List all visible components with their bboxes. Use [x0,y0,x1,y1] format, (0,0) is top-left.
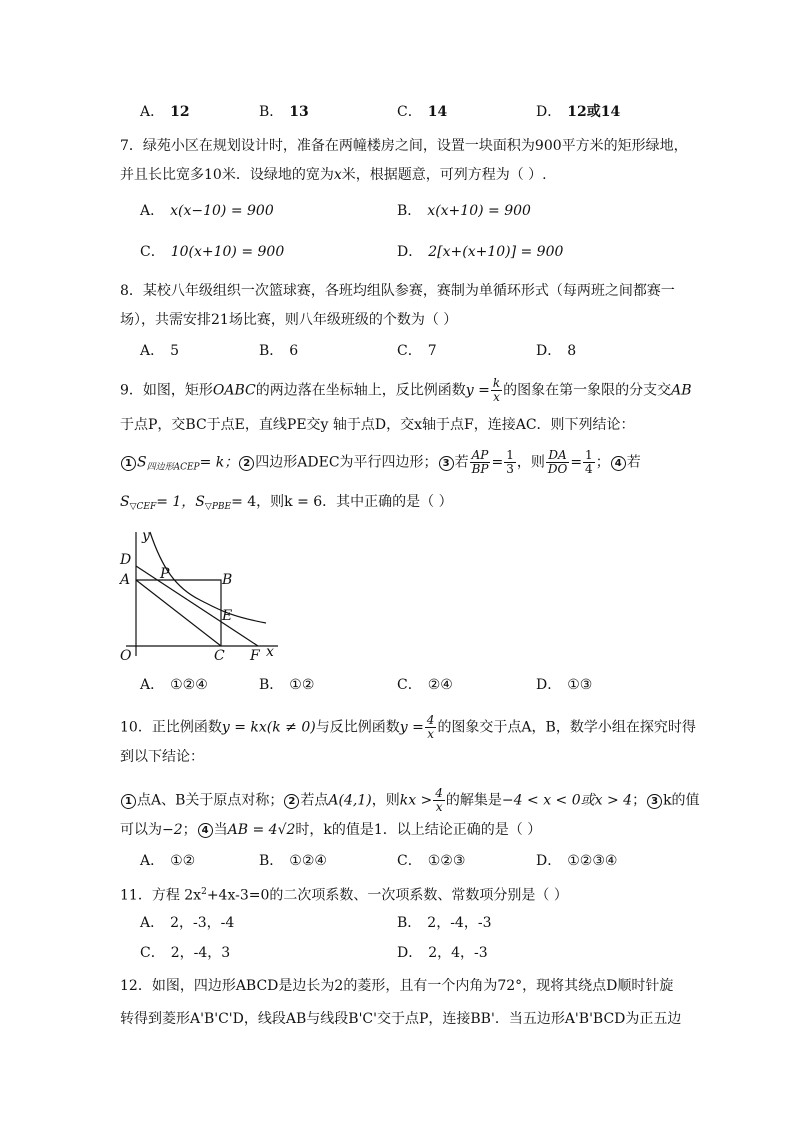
circled-2-icon: 2 [239,456,254,471]
option-text: ①②③ [427,853,466,869]
q11-text: +4x-3=0的二次项系数、一次项系数、常数项分别是（ ） [206,887,568,904]
q10-func-lhs: y = [399,719,424,736]
q9-area-symbol: S [137,454,147,471]
option-label: C． [397,677,422,693]
q11-option-c[interactable] [140,943,230,963]
option-label: D． [536,343,562,359]
option-label: A． [140,343,165,359]
q10-inequality-fraction [433,787,445,814]
q10-option-a[interactable] [140,851,195,871]
q10-stem-line4 [120,820,541,840]
q10-text: ； [182,822,197,838]
option-label: B． [259,104,284,120]
option-label: B． [259,677,284,693]
q8-stem-line2: 场），共需安排21场比赛，则八年级班级的个数为（ ） [120,312,458,328]
option-text: ①③ [567,677,593,693]
circled-3-icon: 3 [439,456,454,471]
q10-option-d[interactable] [536,851,617,871]
option-text: 6 [289,343,299,359]
q10-stem-line1 [120,714,696,741]
q8-option-a[interactable] [140,341,179,361]
q10-text: 当 [213,822,228,838]
option-text: 14 [427,104,448,120]
option-text: 12 [170,104,190,120]
option-text: ②④ [427,677,453,693]
denominator: x [493,390,500,404]
q9-area-subscript: ▽PBE [204,502,232,512]
q9-fraction-ap-bp [470,449,491,476]
q9-rect-name: OABC [212,382,256,399]
option-label: B． [259,853,284,869]
numerator: 4 [426,713,435,727]
option-label: C． [397,853,422,869]
q10-text: 时，k的值是1．以上结论正确的是（ ） [295,822,542,838]
option-label: B． [259,343,284,359]
denominator: 3 [506,462,514,476]
label-b: B [222,572,233,588]
q7-stem-line2 [120,165,547,185]
q6-option-c[interactable] [397,102,447,122]
q10-option-b[interactable] [259,851,327,871]
q9-text: 四边形ADEC为平行四边形； [255,454,438,471]
q9-stem-line4 [120,492,453,517]
option-label: D． [536,677,562,693]
q9-text: 9．如图，矩形 [120,382,213,399]
q8-option-c[interactable] [397,341,437,361]
q9-text: 若 [626,454,641,471]
denominator: x [427,727,434,741]
denominator: 4 [585,462,593,476]
q10-text: 与反比例函数 [315,719,400,736]
q7-text-b: 米，根据题意，可列方程为（ ）. [341,167,547,183]
option-label: C． [397,104,422,120]
q9-fraction-one-third [504,449,516,476]
q10-text: 可以为 [120,822,162,838]
option-text: 2[x+(x+10)] = 900 [428,244,564,260]
q9-figure [116,528,286,662]
option-text: x(x+10) = 900 [427,203,531,219]
q10-option-c[interactable] [397,851,465,871]
label-f: F [250,648,260,662]
denominator: x [435,800,443,814]
option-label: B． [397,915,422,931]
q9-stem-line3 [120,449,641,478]
option-text: 13 [289,104,309,120]
q9-segment: AB [671,382,692,399]
q10-linear-func: y = kx(k ≠ 0) [221,719,316,736]
q9-option-d[interactable] [536,675,592,695]
q8-option-b[interactable] [259,341,298,361]
circled-4-icon: 4 [611,456,626,471]
q7-stem-line1: 7．绿苑小区在规划设计时，准备在两幢楼房之间，设置一块面积为900平方米的矩形绿地， [120,138,688,154]
option-text: ①② [289,677,315,693]
q12-stem-line2: 转得到菱形A'B'C'D，线段AB与线段B'C'交于点P，连接BB'．当五边形A'B'BCD为正五边 [120,1011,682,1027]
q10-text: ，则 [371,792,400,809]
label-c: C [214,648,225,662]
q7-variable: x [333,167,342,183]
q11-option-a[interactable] [140,913,234,933]
option-label: A． [140,104,165,120]
option-label: C． [397,343,422,359]
q10-text: 若点 [300,792,329,809]
circled-4-icon: 4 [198,823,213,838]
numerator: 4 [435,786,443,800]
q9-text: = 1，S [156,494,205,510]
option-label: D． [397,244,423,260]
q9-area-subscript: 四边形ACEP [146,462,200,473]
option-text: ①②④ [170,677,208,693]
q11-stem [120,882,568,906]
q9-func-fraction [491,377,502,404]
q6-option-d[interactable] [536,102,620,122]
option-text: 2，-3，-4 [170,915,235,931]
q6-option-a[interactable] [140,102,190,122]
q10-inequality-lhs: kx > [399,792,433,809]
q10-func-fraction [425,714,437,741]
q10-stem-line3 [120,787,700,814]
q9-text: ，则 [516,454,545,471]
option-text: 8 [567,343,577,359]
q7-option-c[interactable] [140,242,284,262]
q9-option-a[interactable] [140,675,208,695]
q9-fraction-da-do [546,449,569,476]
option-text: ①②③④ [567,853,618,869]
label-d: D [120,552,132,568]
label-e: E [222,608,233,624]
q8-option-d[interactable] [536,341,576,361]
equals: = [491,454,504,471]
q10-text: k的值 [663,792,700,809]
option-label: A． [140,203,165,219]
equals: = [570,454,583,471]
q10-point: A(4,1) [328,792,372,809]
label-x: x [266,644,274,660]
q9-text: ； [595,454,610,471]
label-a: A [120,572,131,588]
option-text: 5 [170,343,180,359]
q7-option-a[interactable] [140,201,274,221]
q9-text: = 4，则k = 6．其中正确的是（ ） [231,494,453,510]
q9-option-c[interactable] [397,675,453,695]
q9-stem-line1 [120,377,692,404]
q11-option-b[interactable] [397,913,491,933]
q9-area-rhs: = k； [199,454,239,471]
q9-text: 若 [454,454,469,471]
q11-option-d[interactable] [397,943,488,963]
q6-option-b[interactable] [259,102,309,122]
q10-text: 的图象交于点A，B，数学小组在探究时得 [437,719,696,736]
option-text: 12或14 [567,104,621,120]
q11-exponent: 2 [201,887,207,897]
q12-stem-line1: 12．如图，四边形ABCD是边长为2的菱形，且有一个内角为72°，现将其绕点D顺时针旋 [120,978,674,994]
option-label: A． [140,853,165,869]
option-text: 2，-4，3 [170,945,231,961]
q10-solution-set: −4 < x < 0或x > 4 [501,792,633,809]
label-p: P [160,566,170,582]
label-y: y [142,528,150,544]
option-text: x(x−10) = 900 [170,203,274,219]
q9-text: 的两边落在坐标轴上，反比例函数 [255,382,466,399]
option-label: C． [140,244,165,260]
q9-option-b[interactable] [259,675,314,695]
option-text: ①② [170,853,196,869]
q7-option-d[interactable] [397,242,563,262]
q9-fraction-one-quarter [583,449,595,476]
q10-text: 10．正比例函数 [120,719,222,736]
q10-ab-length: AB = 4√2 [227,822,296,838]
denominator: BP [471,462,489,476]
q9-text: 的图象在第一象限的分支交 [503,382,672,399]
q10-value: −2 [162,822,183,838]
denominator: DO [547,462,568,476]
numerator: 1 [506,448,514,462]
option-text: ①②④ [289,853,327,869]
option-label: C． [140,945,165,961]
option-label: D． [397,945,423,961]
option-label: A． [140,915,165,931]
numerator: 1 [585,448,593,462]
option-label: D． [536,853,562,869]
label-o: O [120,648,132,662]
option-text: 2，-4，-3 [427,915,492,931]
option-label: A． [140,677,165,693]
q7-text-a: 并且长比宽多10米．设绿地的宽为 [120,167,334,183]
q9-stem-line2: 于点P，交BC于点E，直线PE交y 轴于点D，交x轴于点F，连接AC．则下列结论： [120,417,635,433]
q9-func-lhs: y = [465,382,490,399]
option-label: B． [397,203,422,219]
option-text: 10(x+10) = 900 [170,244,285,260]
q9-area-subscript: ▽CEF [129,502,157,512]
option-label: D． [536,104,562,120]
line-df [136,566,258,646]
circled-2-icon: 2 [284,794,299,809]
option-text: 2，4，-3 [428,945,488,961]
q11-text: 11．方程 2x [120,887,202,904]
circled-1-icon: 1 [121,794,136,809]
q8-stem-line1: 8．某校八年级组织一次篮球赛，各班均组队参赛，赛制为单循环形式（每两班之间都赛一 [120,283,675,299]
numerator: DA [546,449,569,463]
q9-area-symbol: S [120,494,130,510]
q7-option-b[interactable] [397,201,531,221]
q10-stem-line2: 到以下结论： [120,749,204,765]
q10-text: ； [632,792,647,809]
q10-text: 点A、B关于原点对称； [137,792,284,809]
numerator: AP [470,449,491,463]
q10-text: 的解集是 [445,792,502,809]
option-text: 7 [427,343,437,359]
circled-1-icon: 1 [121,456,136,471]
circled-3-icon: 3 [647,794,662,809]
numerator: k [492,376,501,390]
